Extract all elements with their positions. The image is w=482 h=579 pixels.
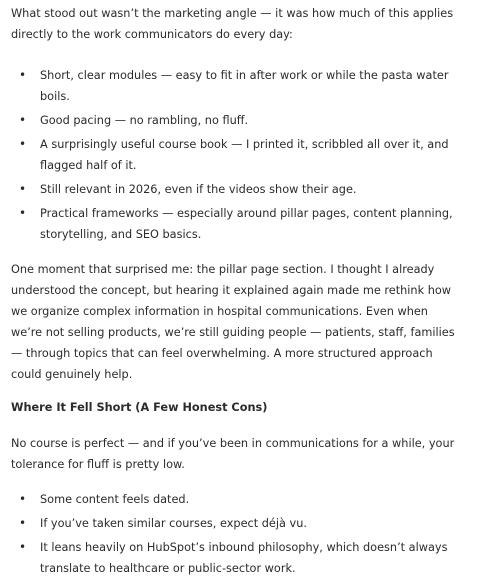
bullet-icon: • (19, 182, 27, 196)
bullet-icon: • (19, 492, 27, 506)
list-item-text: Still relevant in 2026, even if the videos show their age. (40, 183, 357, 196)
list-item (11, 65, 460, 107)
list-item-text: If you’ve taken similar courses, expect déjà vu. (40, 517, 307, 530)
bullet-icon: • (19, 137, 27, 151)
list-item-text: A surprisingly useful course book — I printed it, scribbled all over it, and flagged half of it. (40, 138, 449, 172)
list-item-text: Short, clear modules — easy to fit in after work or while the pasta water boils. (40, 69, 449, 103)
bullet-icon: • (19, 516, 27, 530)
cons-heading: Where It Fell Short (A Few Honest Cons) (11, 401, 268, 414)
list-item-text: Practical frameworks — especially around pillar pages, content planning, storytelling, and SEO basics. (40, 207, 453, 241)
bullet-icon: • (19, 206, 27, 220)
list-item (11, 110, 460, 131)
bullet-icon: • (19, 113, 27, 127)
list-item (11, 513, 460, 534)
cons-intro-paragraph: No course is perfect — and if you’ve been in communications for a while, your tolerance for fluff is pretty low. (11, 437, 455, 471)
list-item (11, 203, 460, 245)
list-item (11, 537, 460, 579)
list-item (11, 489, 460, 510)
bullet-icon: • (19, 540, 27, 554)
intro-paragraph: What stood out wasn’t the marketing angle — it was how much of this applies directly to the work communicators do every day: (11, 7, 454, 41)
pros-list (11, 65, 460, 245)
list-item (11, 179, 460, 200)
list-item (11, 134, 460, 176)
cons-list (11, 489, 460, 579)
list-item-text: It leans heavily on HubSpot’s inbound philosophy, which doesn’t always translate to healthcare or public-sector work. (40, 541, 448, 575)
pillar-page-paragraph: One moment that surprised me: the pillar page section. I thought I already understood the concept, but hearing it explained again made me rethink how we organize complex information in hospital communications. Even when we’re not selling products, we’re still guiding people — patients, staff, families — through topics that can feel overwhelming. A more structured approach could genuinely help. (11, 263, 455, 381)
list-item-text: Some content feels dated. (40, 493, 190, 506)
list-item-text: Good pacing — no rambling, no fluff. (40, 114, 249, 127)
bullet-icon: • (19, 68, 27, 82)
